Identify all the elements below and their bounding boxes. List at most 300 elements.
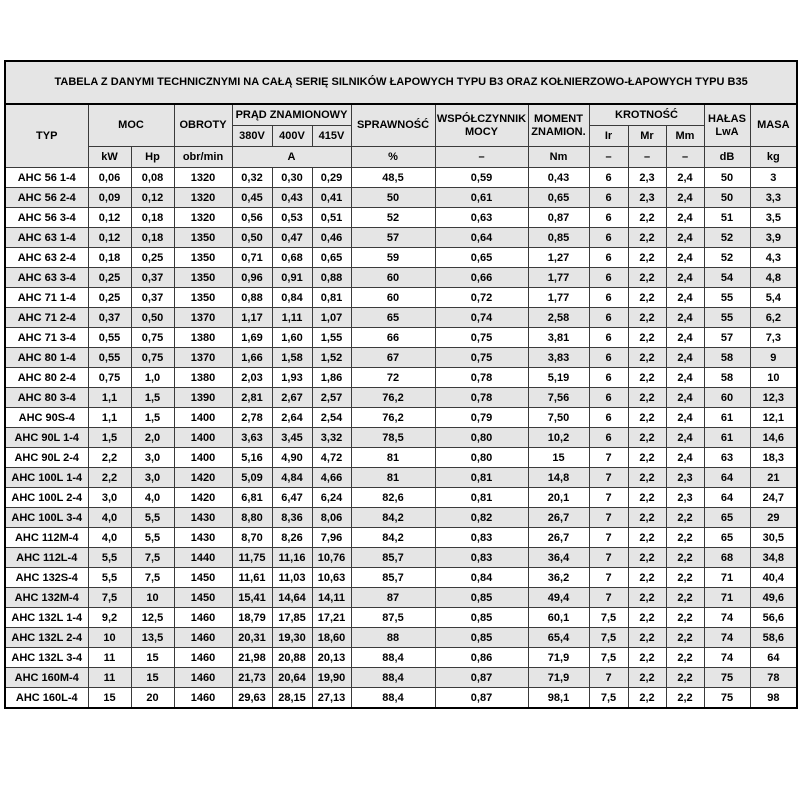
cell-400v: 4,84 — [272, 468, 312, 488]
cell-halas: 75 — [704, 668, 750, 688]
cell-cos-fi: 0,79 — [435, 408, 528, 428]
cell-moment: 0,85 — [528, 228, 589, 248]
cell-415v: 0,51 — [312, 208, 351, 228]
cell-415v: 17,21 — [312, 608, 351, 628]
unit-hp: Hp — [131, 147, 174, 168]
cell-415v: 0,46 — [312, 228, 351, 248]
cell-obroty: 1460 — [174, 648, 232, 668]
cell-masa: 14,6 — [750, 428, 797, 448]
cell-obroty: 1370 — [174, 348, 232, 368]
cell-halas: 71 — [704, 588, 750, 608]
cell-ir: 7 — [589, 668, 628, 688]
cell-obroty: 1460 — [174, 608, 232, 628]
cell-sprawnosc: 76,2 — [351, 388, 435, 408]
cell-kw: 0,37 — [88, 308, 131, 328]
cell-obroty: 1460 — [174, 668, 232, 688]
cell-masa: 3,3 — [750, 188, 797, 208]
cell-400v: 20,88 — [272, 648, 312, 668]
cell-mm: 2,4 — [666, 168, 704, 188]
table-row — [5, 288, 797, 308]
cell-mr: 2,2 — [628, 448, 666, 468]
cell-sprawnosc: 50 — [351, 188, 435, 208]
cell-mr: 2,2 — [628, 608, 666, 628]
cell-mr: 2,2 — [628, 548, 666, 568]
cell-380v: 2,81 — [232, 388, 272, 408]
table-row — [5, 188, 797, 208]
cell-400v: 20,64 — [272, 668, 312, 688]
cell-380v: 21,98 — [232, 648, 272, 668]
cell-obroty: 1350 — [174, 268, 232, 288]
cell-kw: 2,2 — [88, 468, 131, 488]
cell-400v: 14,64 — [272, 588, 312, 608]
cell-415v: 8,06 — [312, 508, 351, 528]
cell-moment: 60,1 — [528, 608, 589, 628]
cell-typ: AHC 132S-4 — [5, 568, 88, 588]
cell-masa: 3,5 — [750, 208, 797, 228]
cell-typ: AHC 71 3-4 — [5, 328, 88, 348]
cell-mr: 2,2 — [628, 228, 666, 248]
table-row — [5, 328, 797, 348]
cell-moment: 0,87 — [528, 208, 589, 228]
cell-sprawnosc: 48,5 — [351, 168, 435, 188]
col-header-moc: MOC — [88, 104, 174, 147]
cell-ir: 6 — [589, 248, 628, 268]
cell-kw: 0,18 — [88, 248, 131, 268]
cell-obroty: 1440 — [174, 548, 232, 568]
cell-obroty: 1400 — [174, 448, 232, 468]
cell-380v: 2,78 — [232, 408, 272, 428]
cell-kw: 0,09 — [88, 188, 131, 208]
table-row — [5, 508, 797, 528]
cell-masa: 56,6 — [750, 608, 797, 628]
cell-mm: 2,2 — [666, 668, 704, 688]
cell-cos-fi: 0,64 — [435, 228, 528, 248]
cell-moment: 71,9 — [528, 668, 589, 688]
cell-400v: 3,45 — [272, 428, 312, 448]
cell-hp: 15 — [131, 668, 174, 688]
cell-400v: 4,90 — [272, 448, 312, 468]
cell-typ: AHC 112L-4 — [5, 548, 88, 568]
cell-hp: 0,37 — [131, 268, 174, 288]
cell-ir: 6 — [589, 428, 628, 448]
cell-kw: 3,0 — [88, 488, 131, 508]
cell-obroty: 1430 — [174, 508, 232, 528]
cell-hp: 0,75 — [131, 328, 174, 348]
cell-moment: 14,8 — [528, 468, 589, 488]
cell-moment: 10,2 — [528, 428, 589, 448]
cell-halas: 60 — [704, 388, 750, 408]
cell-obroty: 1450 — [174, 588, 232, 608]
cell-ir: 6 — [589, 168, 628, 188]
cell-ir: 7,5 — [589, 688, 628, 709]
cell-sprawnosc: 52 — [351, 208, 435, 228]
cell-masa: 5,4 — [750, 288, 797, 308]
cell-kw: 11 — [88, 668, 131, 688]
table-row — [5, 388, 797, 408]
cell-mr: 2,2 — [628, 388, 666, 408]
cell-moment: 1,77 — [528, 268, 589, 288]
cell-kw: 2,2 — [88, 448, 131, 468]
cell-obroty: 1450 — [174, 568, 232, 588]
cell-ir: 6 — [589, 408, 628, 428]
cell-380v: 0,32 — [232, 168, 272, 188]
cell-380v: 21,73 — [232, 668, 272, 688]
cell-halas: 65 — [704, 508, 750, 528]
cell-typ: AHC 132M-4 — [5, 588, 88, 608]
cell-moment: 5,19 — [528, 368, 589, 388]
cell-halas: 71 — [704, 568, 750, 588]
cell-masa: 7,3 — [750, 328, 797, 348]
cell-typ: AHC 56 1-4 — [5, 168, 88, 188]
cell-halas: 74 — [704, 628, 750, 648]
cell-380v: 0,88 — [232, 288, 272, 308]
cell-415v: 14,11 — [312, 588, 351, 608]
cell-ir: 7 — [589, 568, 628, 588]
cell-kw: 0,75 — [88, 368, 131, 388]
cell-typ: AHC 71 2-4 — [5, 308, 88, 328]
cell-cos-fi: 0,85 — [435, 608, 528, 628]
cell-mr: 2,2 — [628, 408, 666, 428]
cell-cos-fi: 0,78 — [435, 368, 528, 388]
cell-sprawnosc: 85,7 — [351, 548, 435, 568]
cell-cos-fi: 0,75 — [435, 328, 528, 348]
cell-obroty: 1400 — [174, 408, 232, 428]
cell-ir: 6 — [589, 308, 628, 328]
cell-mm: 2,4 — [666, 448, 704, 468]
col-header-415v: 415V — [312, 126, 351, 147]
cell-400v: 1,58 — [272, 348, 312, 368]
unit-dash-mm: – — [666, 147, 704, 168]
col-header-halas-lwa: HAŁAS LwA — [704, 104, 750, 147]
cell-415v: 20,13 — [312, 648, 351, 668]
col-header-obroty: OBROTY — [174, 104, 232, 147]
cell-masa: 4,3 — [750, 248, 797, 268]
cell-mm: 2,4 — [666, 348, 704, 368]
cell-kw: 0,55 — [88, 348, 131, 368]
cell-mm: 2,2 — [666, 528, 704, 548]
cell-typ: AHC 132L 2-4 — [5, 628, 88, 648]
cell-kw: 0,25 — [88, 288, 131, 308]
cell-masa: 3,9 — [750, 228, 797, 248]
cell-mm: 2,4 — [666, 248, 704, 268]
cell-typ: AHC 160M-4 — [5, 668, 88, 688]
cell-moment: 26,7 — [528, 508, 589, 528]
cell-cos-fi: 0,86 — [435, 648, 528, 668]
cell-400v: 1,60 — [272, 328, 312, 348]
cell-halas: 58 — [704, 368, 750, 388]
cell-halas: 61 — [704, 428, 750, 448]
table-row — [5, 408, 797, 428]
cell-380v: 29,63 — [232, 688, 272, 709]
cell-hp: 0,18 — [131, 228, 174, 248]
cell-sprawnosc: 88 — [351, 628, 435, 648]
cell-halas: 50 — [704, 188, 750, 208]
cell-typ: AHC 56 2-4 — [5, 188, 88, 208]
table-body — [5, 168, 797, 709]
cell-400v: 0,91 — [272, 268, 312, 288]
cell-sprawnosc: 84,2 — [351, 528, 435, 548]
cell-moment: 20,1 — [528, 488, 589, 508]
cell-masa: 9 — [750, 348, 797, 368]
cell-cos-fi: 0,83 — [435, 548, 528, 568]
cell-moment: 2,58 — [528, 308, 589, 328]
cell-ir: 6 — [589, 328, 628, 348]
cell-mr: 2,2 — [628, 328, 666, 348]
cell-masa: 58,6 — [750, 628, 797, 648]
cell-cos-fi: 0,83 — [435, 528, 528, 548]
cell-ir: 7 — [589, 548, 628, 568]
cell-hp: 0,12 — [131, 188, 174, 208]
cell-415v: 2,54 — [312, 408, 351, 428]
cell-400v: 28,15 — [272, 688, 312, 709]
cell-sprawnosc: 85,7 — [351, 568, 435, 588]
cell-masa: 30,5 — [750, 528, 797, 548]
cell-halas: 55 — [704, 288, 750, 308]
table-row — [5, 548, 797, 568]
cell-415v: 0,29 — [312, 168, 351, 188]
cell-ir: 7 — [589, 448, 628, 468]
cell-sprawnosc: 60 — [351, 288, 435, 308]
cell-mr: 2,2 — [628, 308, 666, 328]
cell-typ: AHC 132L 3-4 — [5, 648, 88, 668]
cell-415v: 1,55 — [312, 328, 351, 348]
cell-typ: AHC 63 3-4 — [5, 268, 88, 288]
cell-obroty: 1430 — [174, 528, 232, 548]
cell-typ: AHC 160L-4 — [5, 688, 88, 709]
cell-mr: 2,2 — [628, 288, 666, 308]
table-row — [5, 568, 797, 588]
cell-masa: 78 — [750, 668, 797, 688]
cell-halas: 75 — [704, 688, 750, 709]
cell-cos-fi: 0,82 — [435, 508, 528, 528]
cell-halas: 55 — [704, 308, 750, 328]
cell-kw: 9,2 — [88, 608, 131, 628]
cell-ir: 6 — [589, 208, 628, 228]
cell-halas: 64 — [704, 468, 750, 488]
cell-400v: 1,11 — [272, 308, 312, 328]
cell-hp: 3,0 — [131, 468, 174, 488]
cell-halas: 50 — [704, 168, 750, 188]
cell-moment: 1,27 — [528, 248, 589, 268]
cell-obroty: 1320 — [174, 168, 232, 188]
cell-415v: 4,72 — [312, 448, 351, 468]
cell-415v: 1,86 — [312, 368, 351, 388]
table-row — [5, 268, 797, 288]
cell-moment: 36,4 — [528, 548, 589, 568]
col-header-moment-znamion: MOMENT ZNAMION. — [528, 104, 589, 147]
cell-ir: 7,5 — [589, 628, 628, 648]
cell-kw: 10 — [88, 628, 131, 648]
table-row — [5, 588, 797, 608]
cell-400v: 8,36 — [272, 508, 312, 528]
cell-obroty: 1380 — [174, 328, 232, 348]
cell-mm: 2,4 — [666, 288, 704, 308]
cell-sprawnosc: 87,5 — [351, 608, 435, 628]
cell-kw: 5,5 — [88, 548, 131, 568]
cell-masa: 29 — [750, 508, 797, 528]
cell-hp: 0,75 — [131, 348, 174, 368]
cell-kw: 4,0 — [88, 508, 131, 528]
cell-mr: 2,2 — [628, 488, 666, 508]
cell-hp: 10 — [131, 588, 174, 608]
unit-amper: A — [232, 147, 351, 168]
cell-hp: 7,5 — [131, 568, 174, 588]
cell-mm: 2,3 — [666, 488, 704, 508]
cell-obroty: 1350 — [174, 288, 232, 308]
unit-dash-mr: – — [628, 147, 666, 168]
cell-mr: 2,2 — [628, 208, 666, 228]
header-row-units — [5, 147, 797, 168]
cell-moment: 7,50 — [528, 408, 589, 428]
cell-415v: 1,07 — [312, 308, 351, 328]
cell-mr: 2,2 — [628, 268, 666, 288]
cell-400v: 19,30 — [272, 628, 312, 648]
cell-hp: 1,0 — [131, 368, 174, 388]
cell-ir: 7 — [589, 488, 628, 508]
cell-ir: 6 — [589, 268, 628, 288]
cell-kw: 0,06 — [88, 168, 131, 188]
cell-415v: 7,96 — [312, 528, 351, 548]
cell-mm: 2,2 — [666, 568, 704, 588]
cell-obroty: 1390 — [174, 388, 232, 408]
cell-380v: 20,31 — [232, 628, 272, 648]
table-row — [5, 308, 797, 328]
cell-typ: AHC 56 3-4 — [5, 208, 88, 228]
cell-380v: 1,17 — [232, 308, 272, 328]
cell-sprawnosc: 57 — [351, 228, 435, 248]
cell-halas: 58 — [704, 348, 750, 368]
cell-typ: AHC 100L 2-4 — [5, 488, 88, 508]
cell-400v: 0,53 — [272, 208, 312, 228]
cell-415v: 0,65 — [312, 248, 351, 268]
cell-380v: 8,70 — [232, 528, 272, 548]
cell-mr: 2,2 — [628, 668, 666, 688]
cell-415v: 0,81 — [312, 288, 351, 308]
cell-moment: 15 — [528, 448, 589, 468]
table-row — [5, 608, 797, 628]
cell-typ: AHC 80 1-4 — [5, 348, 88, 368]
cell-obroty: 1320 — [174, 188, 232, 208]
cell-sprawnosc: 84,2 — [351, 508, 435, 528]
header-row-groups — [5, 104, 797, 126]
col-header-prad-znamionowy: PRĄD ZNAMIONOWY — [232, 104, 351, 126]
cell-hp: 3,0 — [131, 448, 174, 468]
table-row — [5, 468, 797, 488]
cell-mr: 2,2 — [628, 568, 666, 588]
cell-typ: AHC 80 2-4 — [5, 368, 88, 388]
table-row — [5, 208, 797, 228]
col-header-mm: Mm — [666, 126, 704, 147]
cell-mr: 2,2 — [628, 528, 666, 548]
cell-kw: 1,5 — [88, 428, 131, 448]
cell-mr: 2,3 — [628, 168, 666, 188]
cell-sprawnosc: 88,4 — [351, 648, 435, 668]
cell-hp: 0,08 — [131, 168, 174, 188]
cell-sprawnosc: 81 — [351, 468, 435, 488]
cell-obroty: 1350 — [174, 248, 232, 268]
cell-obroty: 1350 — [174, 228, 232, 248]
cell-kw: 7,5 — [88, 588, 131, 608]
cell-typ: AHC 132L 1-4 — [5, 608, 88, 628]
table-row — [5, 348, 797, 368]
cell-typ: AHC 63 1-4 — [5, 228, 88, 248]
cell-hp: 20 — [131, 688, 174, 709]
cell-hp: 5,5 — [131, 528, 174, 548]
cell-typ: AHC 100L 3-4 — [5, 508, 88, 528]
table-row — [5, 428, 797, 448]
cell-kw: 15 — [88, 688, 131, 709]
cell-typ: AHC 90L 2-4 — [5, 448, 88, 468]
cell-moment: 26,7 — [528, 528, 589, 548]
cell-hp: 15 — [131, 648, 174, 668]
cell-415v: 0,88 — [312, 268, 351, 288]
cell-380v: 3,63 — [232, 428, 272, 448]
cell-cos-fi: 0,84 — [435, 568, 528, 588]
cell-kw: 5,5 — [88, 568, 131, 588]
cell-415v: 0,41 — [312, 188, 351, 208]
cell-typ: AHC 90S-4 — [5, 408, 88, 428]
col-header-mr: Mr — [628, 126, 666, 147]
cell-sprawnosc: 60 — [351, 268, 435, 288]
cell-380v: 8,80 — [232, 508, 272, 528]
cell-mm: 2,2 — [666, 628, 704, 648]
cell-380v: 18,79 — [232, 608, 272, 628]
cell-moment: 7,56 — [528, 388, 589, 408]
cell-mm: 2,2 — [666, 688, 704, 709]
cell-400v: 6,47 — [272, 488, 312, 508]
cell-sprawnosc: 66 — [351, 328, 435, 348]
cell-halas: 65 — [704, 528, 750, 548]
cell-mr: 2,2 — [628, 508, 666, 528]
cell-400v: 11,16 — [272, 548, 312, 568]
col-header-400v: 400V — [272, 126, 312, 147]
table-row — [5, 488, 797, 508]
cell-moment: 71,9 — [528, 648, 589, 668]
cell-halas: 63 — [704, 448, 750, 468]
cell-ir: 6 — [589, 368, 628, 388]
cell-mm: 2,4 — [666, 368, 704, 388]
cell-ir: 6 — [589, 228, 628, 248]
cell-cos-fi: 0,81 — [435, 488, 528, 508]
table-row — [5, 668, 797, 688]
cell-hp: 0,25 — [131, 248, 174, 268]
cell-kw: 0,25 — [88, 268, 131, 288]
cell-ir: 6 — [589, 188, 628, 208]
cell-masa: 10 — [750, 368, 797, 388]
cell-mr: 2,2 — [628, 248, 666, 268]
table-row — [5, 228, 797, 248]
cell-380v: 11,61 — [232, 568, 272, 588]
cell-mr: 2,2 — [628, 368, 666, 388]
cell-sprawnosc: 81 — [351, 448, 435, 468]
cell-masa: 34,8 — [750, 548, 797, 568]
cell-mm: 2,4 — [666, 408, 704, 428]
cell-380v: 0,71 — [232, 248, 272, 268]
cell-400v: 0,84 — [272, 288, 312, 308]
cell-cos-fi: 0,85 — [435, 588, 528, 608]
cell-mm: 2,4 — [666, 228, 704, 248]
cell-cos-fi: 0,74 — [435, 308, 528, 328]
cell-cos-fi: 0,87 — [435, 688, 528, 709]
cell-380v: 1,69 — [232, 328, 272, 348]
cell-obroty: 1420 — [174, 488, 232, 508]
table-row — [5, 168, 797, 188]
cell-380v: 5,16 — [232, 448, 272, 468]
cell-masa: 4,8 — [750, 268, 797, 288]
cell-halas: 74 — [704, 608, 750, 628]
cell-obroty: 1460 — [174, 688, 232, 709]
title-row — [5, 61, 797, 104]
